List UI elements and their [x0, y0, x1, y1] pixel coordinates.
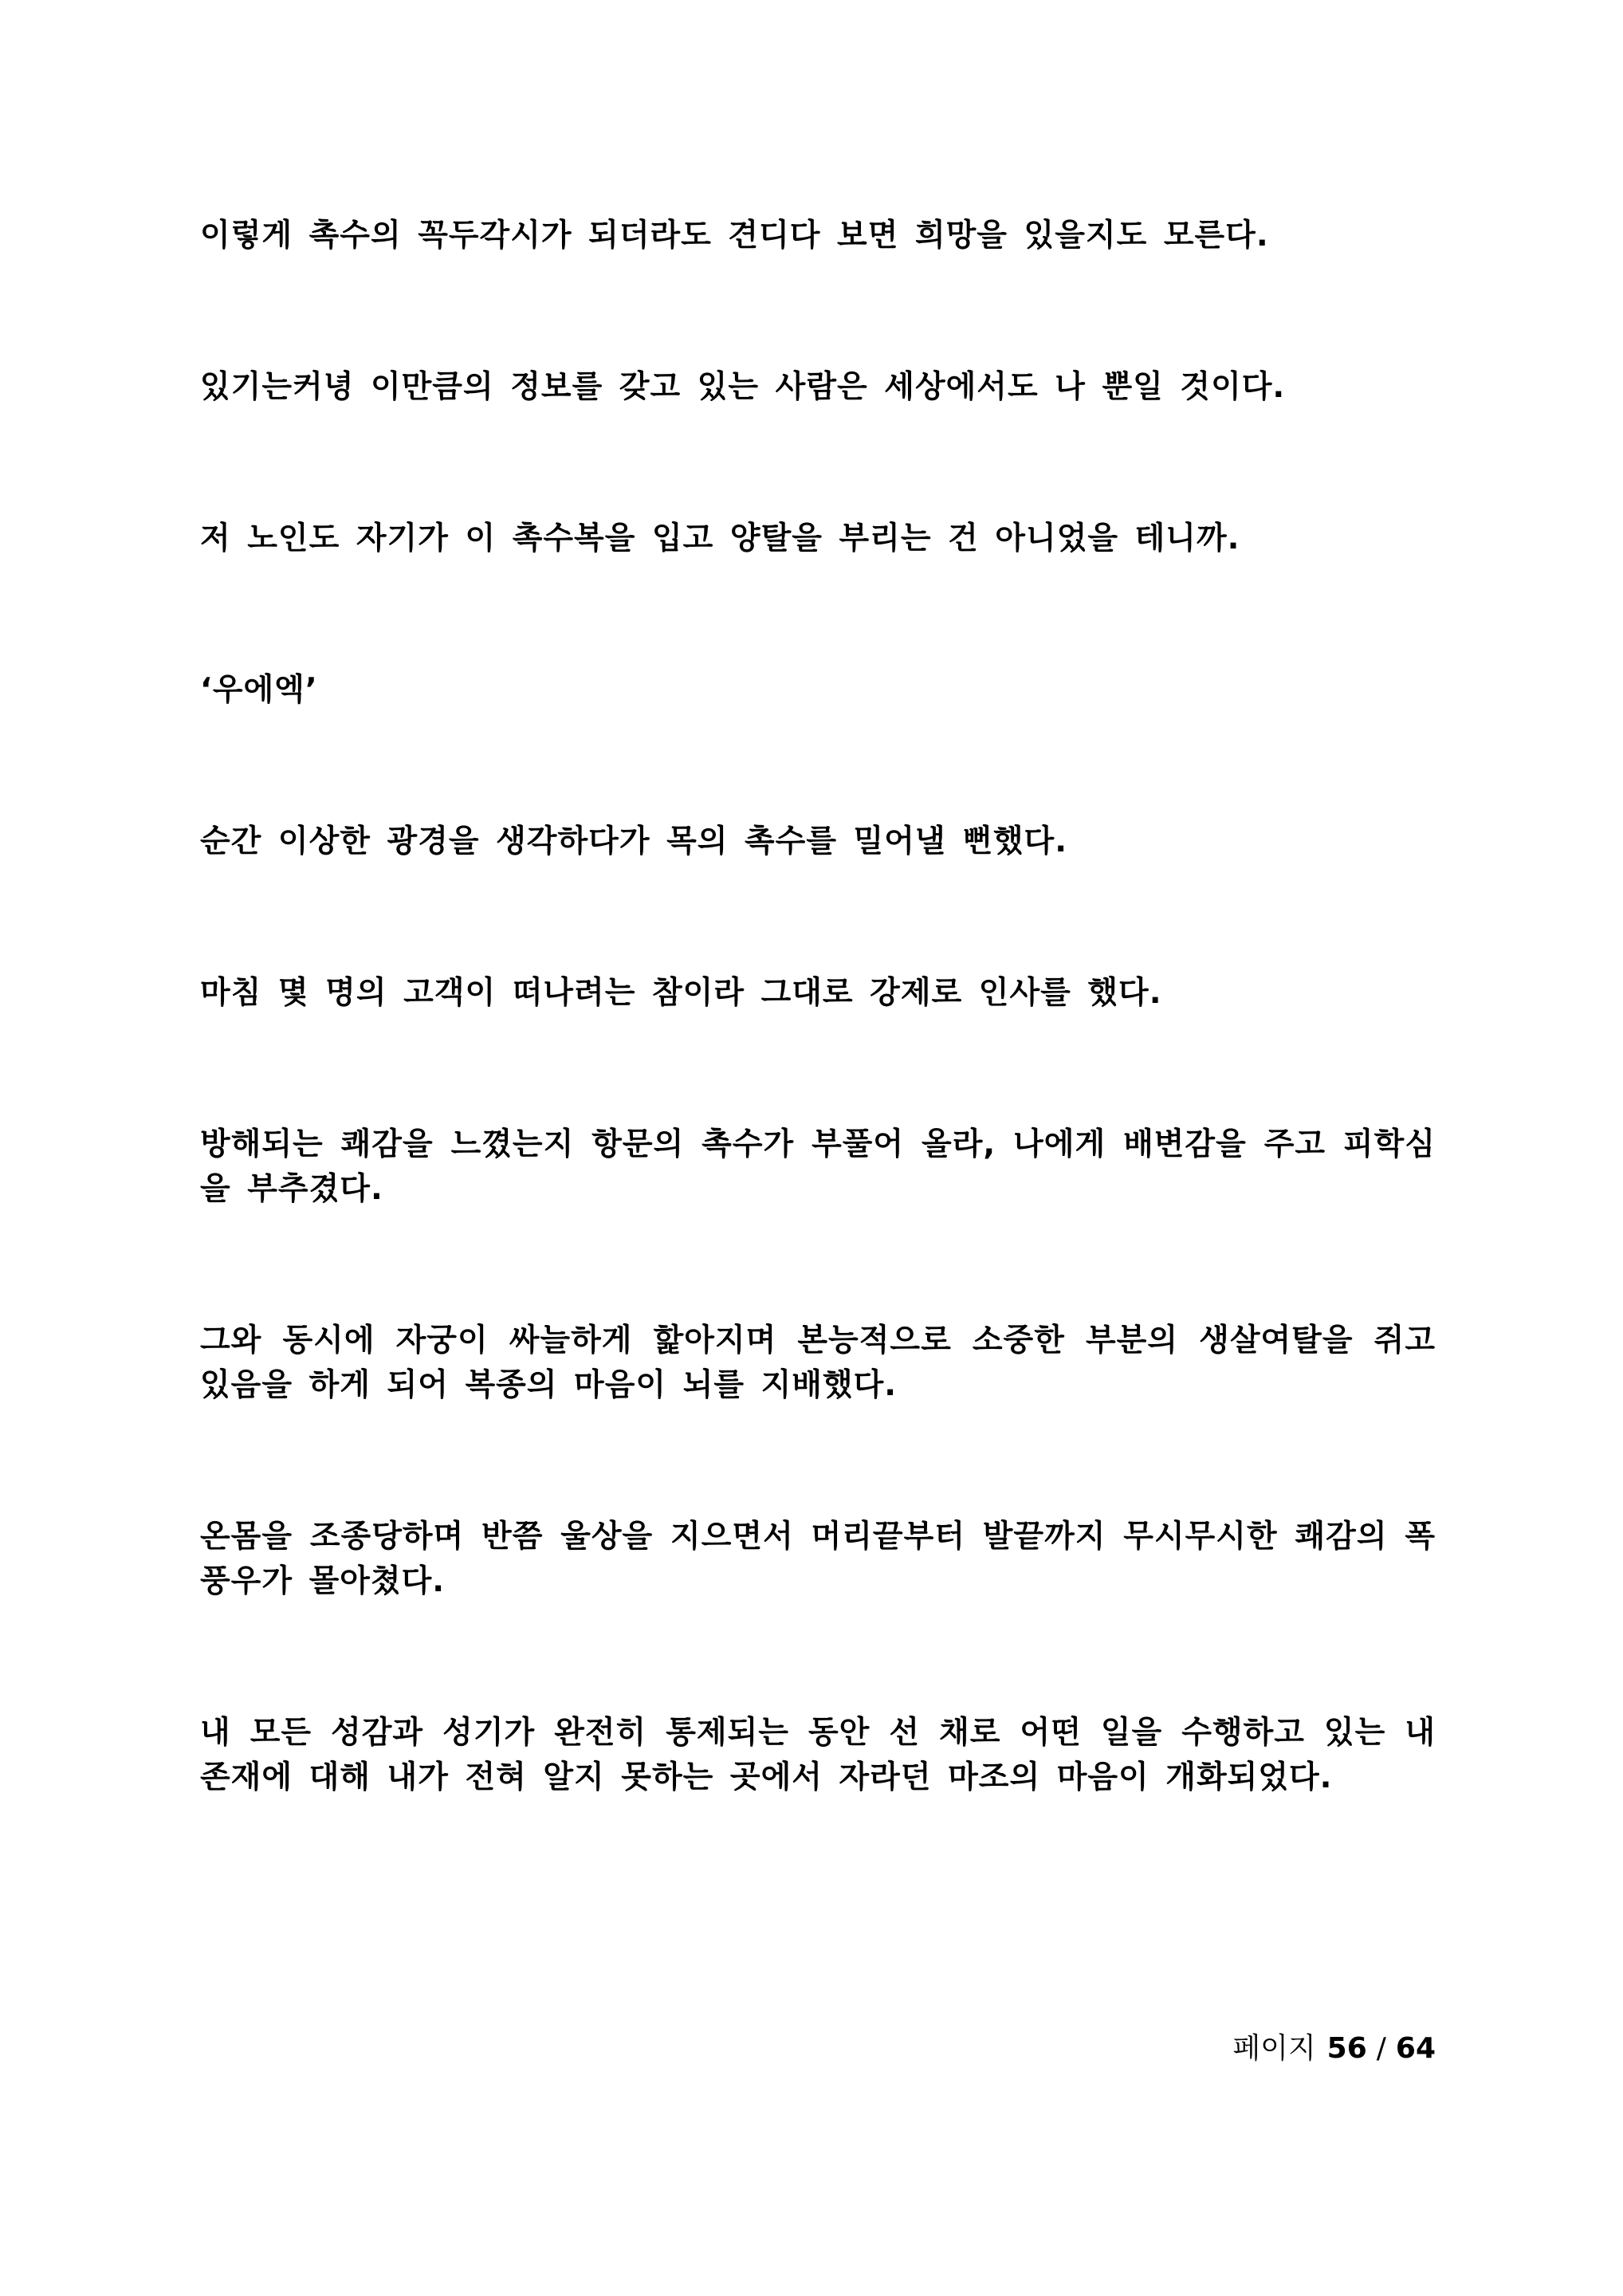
body-text — [200, 214, 1436, 1800]
paragraph: 그와 동시에 자궁이 싸늘하게 핥아지며 본능적으로 소중한 부분의 생살여탈을 쥐고 있음을 하게 되어 복종의 마음이 뇌를 지배했다. — [200, 1323, 1436, 1403]
paragraph: 이렇게 촉수의 꼭두각시가 되더라도 견디다 보면 희망을 있을지도 모른다. — [200, 218, 1269, 254]
page-footer — [1232, 2031, 1436, 2066]
paragraph: 있기는커녕 이만큼의 정보를 갖고 있는 사람은 세상에서도 나 뿐일 것이다. — [200, 369, 1286, 405]
total-pages-number: 64 — [1395, 2032, 1436, 2065]
paragraph: ‘우에엑’ — [200, 672, 318, 708]
paragraph: 순간 이상한 광경을 생각하다가 목의 촉수를 밀어낼 뻔했다. — [200, 824, 1068, 859]
paragraph: 마침 몇 명의 고객이 떠나려는 참이라 그대로 강제로 인사를 했다. — [200, 975, 1162, 1011]
current-page-number: 56 — [1326, 2032, 1367, 2065]
paragraph: 방해되는 쾌감을 느꼈는지 항문의 촉수가 부풀어 올라, 나에게 배변감을 주고 피학심을 부추겼다. — [200, 1126, 1436, 1207]
paragraph: 저 노인도 자기가 이 촉수복을 입고 양탈을 부리는 건 아니었을 테니까. — [200, 521, 1240, 556]
paragraph: 내 모든 성감과 성기가 완전히 통제되는 동안 선 채로 어떤 일을 수행하고 있는 내 존재에 대해 내가 전혀 알지 못하는 곳에서 자라던 마조의 마음이 개화되었다. — [200, 1715, 1436, 1795]
page-separator: / — [1376, 2032, 1386, 2065]
paragraph: 온몸을 조종당하며 반쯤 울상을 지으면서 머리끝부터 발끝까지 무시무시한 쾌감의 폭풍우가 몰아쳤다. — [200, 1519, 1436, 1599]
page-label: 페이지 — [1232, 2032, 1316, 2065]
